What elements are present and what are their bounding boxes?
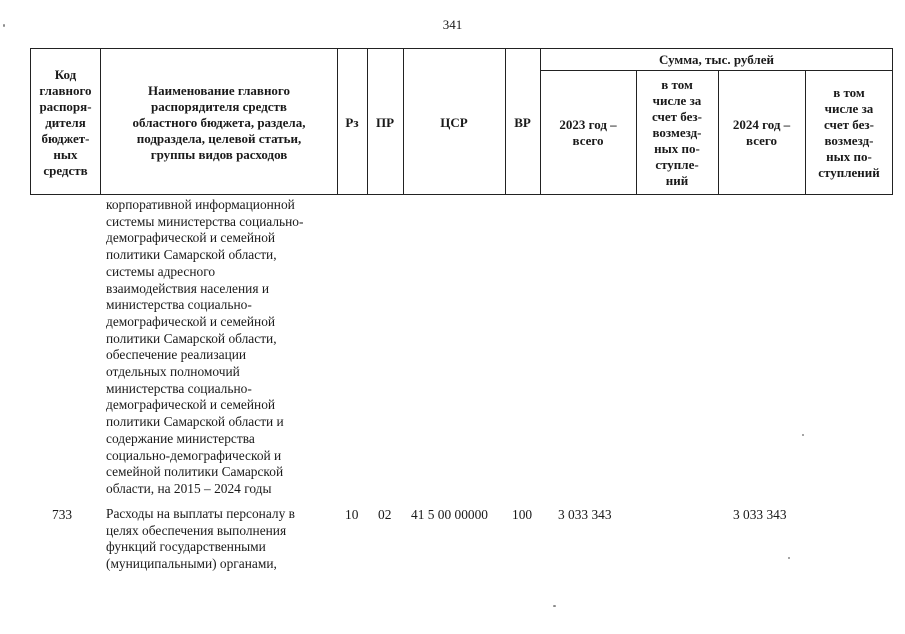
continuation-line: системы министерства социально- <box>106 213 304 229</box>
header-2023-total-line: 2023 год – <box>559 117 617 132</box>
header-rz: Рз <box>345 114 359 130</box>
continuation-line: корпоративной информационной <box>106 197 295 212</box>
header-code-line: распоря- <box>39 98 92 114</box>
header-2024-free <box>805 71 893 195</box>
continuation-text <box>106 197 338 498</box>
header-vr: ВР <box>514 114 531 130</box>
header-2023-free-line: ступле- <box>655 157 699 172</box>
continuation-line: обеспечение реализации <box>106 347 247 363</box>
header-2024-total <box>718 71 805 195</box>
continuation-line: семейной политики Самарской <box>106 464 284 480</box>
continuation-line: системы адресного <box>106 263 216 279</box>
row-csr: 41 5 00 00000 <box>411 507 488 522</box>
header-code-line: главного <box>39 82 92 98</box>
header-2024-total-line: всего <box>746 133 777 148</box>
row-vr: 100 <box>512 507 533 522</box>
header-2023-free-line: счет без- <box>652 109 702 124</box>
header-2024-free-line: счет без- <box>824 117 874 132</box>
continuation-line: демографической и семейной <box>106 230 276 246</box>
header-name-line: областного бюджета, раздела, <box>132 114 306 130</box>
row-rz: 10 <box>345 507 359 522</box>
header-name-line: распорядителя средств <box>151 98 287 114</box>
header-2024-total-line: 2024 год – <box>732 117 791 132</box>
header-code-line: средств <box>43 162 88 178</box>
row-sum-2023: 3 033 343 <box>558 507 612 522</box>
row-name-line: (муниципальными) органами, <box>106 556 277 572</box>
row-name-line: Расходы на выплаты персоналу в <box>106 506 295 521</box>
header-name <box>101 50 337 195</box>
header-2024-free-line: числе за <box>824 101 874 116</box>
header-sum-title: Сумма, тыс. рублей <box>659 52 774 67</box>
header-name-line: Наименование главного <box>147 82 291 98</box>
header-name-line: подраздела, целевой статьи, <box>136 130 302 146</box>
continuation-line: демографической и семейной <box>106 313 276 329</box>
header-code-line: дителя <box>45 114 86 130</box>
row-name-line: целях обеспечения выполнения <box>106 522 287 538</box>
continuation-line: политики Самарской области, <box>106 247 277 263</box>
header-2023-total-line: всего <box>572 133 604 148</box>
header-2023-free <box>636 71 718 195</box>
row-sum-2024: 3 033 343 <box>733 507 787 522</box>
header-2024-free-line: возмезд- <box>824 133 874 148</box>
row-name-line: функций государственными <box>106 539 266 555</box>
row-code: 733 <box>52 507 73 522</box>
header-2023-free-line: ний <box>665 173 689 188</box>
header-2024-free-line: ступлений <box>818 165 880 180</box>
header-csr: ЦСР <box>440 114 468 130</box>
header-code-line: бюджет- <box>41 130 90 146</box>
scan-speck <box>788 557 790 559</box>
header-2024-free-line: ных по- <box>826 149 872 164</box>
continuation-line: взаимодействия населения и <box>106 280 270 296</box>
continuation-line: демографической и семейной <box>106 397 276 413</box>
header-code-line: Код <box>54 66 77 82</box>
row-pr: 02 <box>378 507 392 522</box>
continuation-line: политики Самарской области и <box>106 414 284 430</box>
header-2023-free-line: в том <box>661 77 693 92</box>
scan-speck <box>553 605 556 607</box>
continuation-line: содержание министерства <box>106 430 255 446</box>
header-pr: ПР <box>375 114 395 130</box>
continuation-line: политики Самарской области, <box>106 330 277 346</box>
header-code <box>30 60 101 185</box>
header-2023-free-line: числе за <box>652 93 702 108</box>
scan-speck <box>802 434 804 436</box>
continuation-line: отдельных полномочий <box>106 364 240 380</box>
page-number: 341 <box>442 17 463 32</box>
continuation-line: области, на 2015 – 2024 годы <box>106 480 272 496</box>
header-2023-free-line: ных по- <box>654 141 700 156</box>
header-name-line: группы видов расходов <box>150 146 288 162</box>
header-code-line: ных <box>53 146 78 162</box>
header-2024-free-line: в том <box>833 85 865 100</box>
header-2023-total <box>540 71 636 195</box>
continuation-line: министерства социально- <box>106 380 252 396</box>
row-name <box>106 506 338 573</box>
header-2023-free-line: возмезд- <box>652 125 702 140</box>
scan-speck <box>3 24 5 27</box>
continuation-line: социально-демографической и <box>106 447 282 463</box>
continuation-line: министерства социально- <box>106 297 252 313</box>
